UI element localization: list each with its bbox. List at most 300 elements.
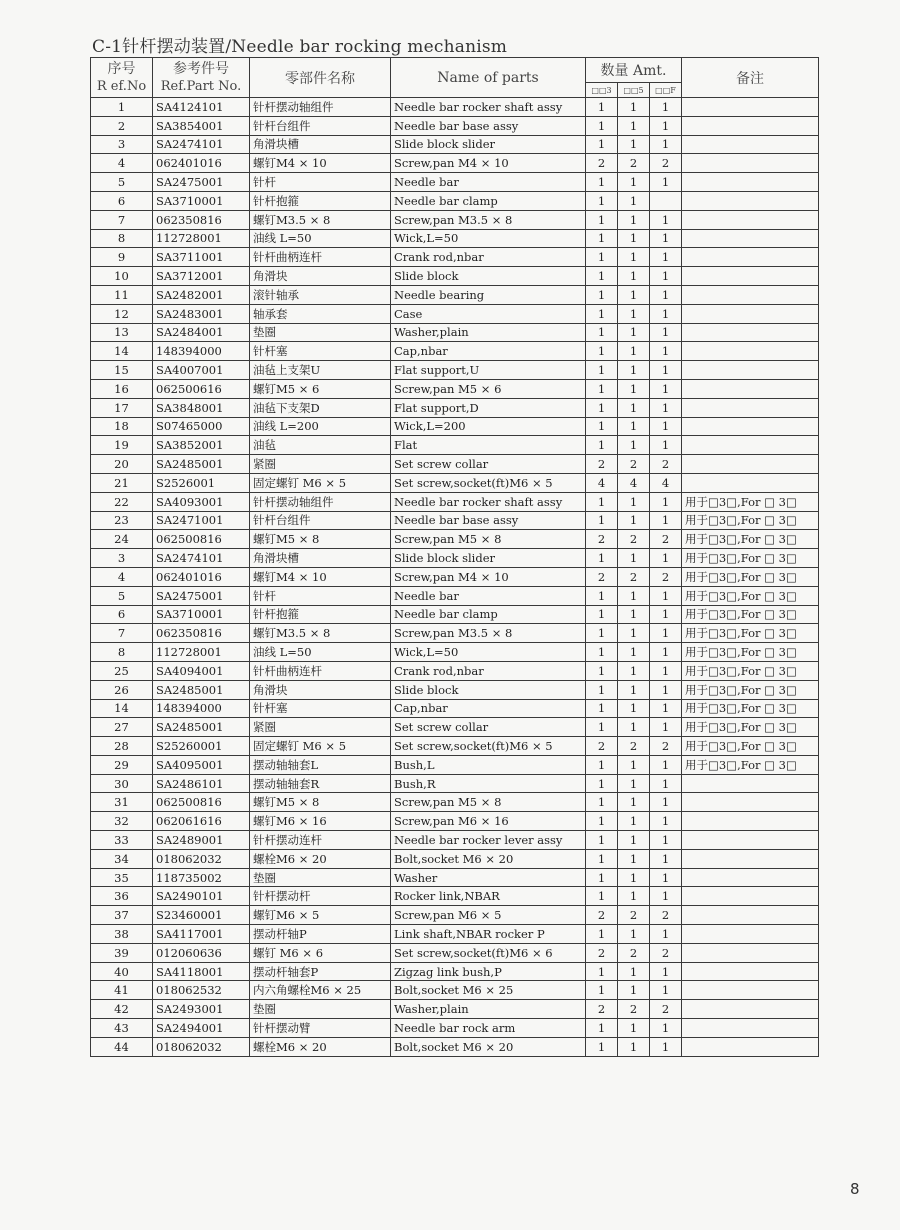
note-cell: 用于□3□,For □ 3□ — [682, 737, 819, 756]
name-cn-cell: 垫圈 — [250, 868, 391, 887]
amt-cell-2: 1 — [618, 605, 650, 624]
ref-cell: 22 — [91, 492, 153, 511]
name-cn-cell: 针杆塞 — [250, 699, 391, 718]
table-row — [91, 605, 819, 624]
amt-cell-1: 1 — [586, 812, 618, 831]
name-cn-cell: 针杆台组件 — [250, 116, 391, 135]
amt-cell-1: 2 — [586, 1000, 618, 1019]
part-no-cell: 062500616 — [153, 379, 250, 398]
name-cn-cell: 针杆摆动轴组件 — [250, 98, 391, 117]
note-cell: 用于□3□,For □ 3□ — [682, 661, 819, 680]
part-no-cell: SA4124101 — [153, 98, 250, 117]
table-row — [91, 473, 819, 492]
amt-cell-2: 1 — [618, 812, 650, 831]
amt-cell-1: 1 — [586, 793, 618, 812]
part-no-cell: 112728001 — [153, 229, 250, 248]
name-en-cell: Needle bar base assy — [391, 511, 586, 530]
ref-cell: 4 — [91, 154, 153, 173]
part-no-cell: S23460001 — [153, 906, 250, 925]
part-no-cell: SA4093001 — [153, 492, 250, 511]
note-cell — [682, 943, 819, 962]
header-ref-en: R ef.No — [96, 78, 147, 94]
ref-cell: 1 — [91, 98, 153, 117]
amt-cell-3: 1 — [650, 549, 682, 568]
table-row — [91, 925, 819, 944]
amt-cell-3: 1 — [650, 962, 682, 981]
table-row — [91, 417, 819, 436]
table-row — [91, 718, 819, 737]
ref-cell: 7 — [91, 624, 153, 643]
amt-cell-3: 1 — [650, 812, 682, 831]
ref-cell: 14 — [91, 342, 153, 361]
parts-table — [90, 57, 819, 1057]
amt-cell-1: 1 — [586, 379, 618, 398]
name-en-cell: Set screw collar — [391, 455, 586, 474]
note-cell — [682, 812, 819, 831]
amt-cell-3: 1 — [650, 323, 682, 342]
ref-cell: 37 — [91, 906, 153, 925]
note-cell: 用于□3□,For □ 3□ — [682, 511, 819, 530]
note-cell: 用于□3□,For □ 3□ — [682, 567, 819, 586]
ref-cell: 14 — [91, 699, 153, 718]
note-cell — [682, 210, 819, 229]
ref-cell: 24 — [91, 530, 153, 549]
part-no-cell: 148394000 — [153, 699, 250, 718]
amt-cell-3: 1 — [650, 379, 682, 398]
amt-cell-2: 2 — [618, 737, 650, 756]
ref-cell: 43 — [91, 1019, 153, 1038]
note-cell — [682, 248, 819, 267]
note-cell — [682, 849, 819, 868]
name-en-cell: Washer,plain — [391, 1000, 586, 1019]
amt-cell-1: 1 — [586, 210, 618, 229]
amt-cell-3: 2 — [650, 943, 682, 962]
table-row — [91, 210, 819, 229]
ref-cell: 21 — [91, 473, 153, 492]
table-row — [91, 455, 819, 474]
part-no-cell: S2526001 — [153, 473, 250, 492]
note-cell — [682, 361, 819, 380]
note-cell — [682, 887, 819, 906]
part-no-cell: SA4095001 — [153, 755, 250, 774]
name-cn-cell: 油毡 — [250, 436, 391, 455]
table-row — [91, 868, 819, 887]
ref-cell: 12 — [91, 304, 153, 323]
amt-cell-3: 2 — [650, 154, 682, 173]
amt-cell-3 — [650, 191, 682, 210]
amt-cell-2: 1 — [618, 492, 650, 511]
part-no-cell: 018062032 — [153, 1037, 250, 1056]
name-cn-cell: 针杆摆动臂 — [250, 1019, 391, 1038]
amt-cell-2: 1 — [618, 868, 650, 887]
name-en-cell: Washer,plain — [391, 323, 586, 342]
note-cell — [682, 342, 819, 361]
part-no-cell: SA2474101 — [153, 135, 250, 154]
amt-cell-3: 1 — [650, 680, 682, 699]
amt-cell-3: 1 — [650, 267, 682, 286]
amt-cell-3: 1 — [650, 492, 682, 511]
name-cn-cell: 紧圈 — [250, 455, 391, 474]
part-no-cell: SA3710001 — [153, 605, 250, 624]
name-en-cell: Set screw,socket(ft)M6 × 5 — [391, 473, 586, 492]
amt-cell-3: 2 — [650, 1000, 682, 1019]
ref-cell: 18 — [91, 417, 153, 436]
name-en-cell: Link shaft,NBAR rocker P — [391, 925, 586, 944]
ref-cell: 16 — [91, 379, 153, 398]
amt-cell-3: 1 — [650, 1019, 682, 1038]
note-cell — [682, 98, 819, 117]
amt-cell-1: 1 — [586, 868, 618, 887]
amt-cell-1: 1 — [586, 285, 618, 304]
name-cn-cell: 摆动杆轴P — [250, 925, 391, 944]
name-cn-cell: 螺栓M6 × 20 — [250, 1037, 391, 1056]
amt-cell-3: 1 — [650, 98, 682, 117]
amt-cell-2: 2 — [618, 943, 650, 962]
amt-cell-3: 1 — [650, 1037, 682, 1056]
part-no-cell: SA3712001 — [153, 267, 250, 286]
amt-cell-2: 1 — [618, 549, 650, 568]
header-amt-col-3: □□F — [650, 83, 682, 98]
header-amt-col-2: □□5 — [618, 83, 650, 98]
ref-cell: 4 — [91, 567, 153, 586]
amt-cell-1: 1 — [586, 229, 618, 248]
part-no-cell: 012060636 — [153, 943, 250, 962]
amt-cell-3: 1 — [650, 173, 682, 192]
note-cell: 用于□3□,For □ 3□ — [682, 680, 819, 699]
header-part-cn: 参考件号 — [173, 60, 229, 77]
amt-cell-1: 1 — [586, 398, 618, 417]
header-note: 备注 — [682, 58, 819, 98]
name-cn-cell: 针杆台组件 — [250, 511, 391, 530]
note-cell — [682, 473, 819, 492]
table-row — [91, 887, 819, 906]
part-no-cell: SA2485001 — [153, 718, 250, 737]
amt-cell-3: 1 — [650, 210, 682, 229]
name-cn-cell: 固定螺钉 M6 × 5 — [250, 737, 391, 756]
header-ref — [91, 58, 153, 98]
note-cell — [682, 398, 819, 417]
part-no-cell: SA2493001 — [153, 1000, 250, 1019]
amt-cell-1: 1 — [586, 361, 618, 380]
amt-cell-1: 1 — [586, 586, 618, 605]
amt-cell-1: 1 — [586, 98, 618, 117]
ref-cell: 15 — [91, 361, 153, 380]
note-cell — [682, 831, 819, 850]
amt-cell-1: 1 — [586, 699, 618, 718]
name-en-cell: Screw,pan M5 × 8 — [391, 530, 586, 549]
amt-cell-1: 2 — [586, 154, 618, 173]
note-cell — [682, 1037, 819, 1056]
ref-cell: 27 — [91, 718, 153, 737]
note-cell — [682, 173, 819, 192]
name-cn-cell: 固定螺钉 M6 × 5 — [250, 473, 391, 492]
ref-cell: 8 — [91, 229, 153, 248]
amt-cell-3: 1 — [650, 285, 682, 304]
amt-cell-2: 1 — [618, 116, 650, 135]
amt-cell-2: 1 — [618, 718, 650, 737]
name-en-cell: Case — [391, 304, 586, 323]
table-row — [91, 304, 819, 323]
part-no-cell: SA4007001 — [153, 361, 250, 380]
amt-cell-3: 2 — [650, 737, 682, 756]
header-ref-cn: 序号 — [107, 60, 136, 77]
part-no-cell: SA2483001 — [153, 304, 250, 323]
amt-cell-1: 1 — [586, 624, 618, 643]
table-row — [91, 943, 819, 962]
name-cn-cell: 针杆摆动连杆 — [250, 831, 391, 850]
ref-cell: 40 — [91, 962, 153, 981]
amt-cell-1: 1 — [586, 248, 618, 267]
ref-cell: 31 — [91, 793, 153, 812]
part-no-cell: SA4094001 — [153, 661, 250, 680]
part-no-cell: SA2485001 — [153, 680, 250, 699]
amt-cell-2: 1 — [618, 849, 650, 868]
table-row — [91, 812, 819, 831]
amt-cell-2: 1 — [618, 831, 650, 850]
note-cell — [682, 116, 819, 135]
table-row — [91, 173, 819, 192]
name-cn-cell: 角滑块槽 — [250, 135, 391, 154]
amt-cell-1: 1 — [586, 680, 618, 699]
amt-cell-2: 1 — [618, 191, 650, 210]
amt-cell-1: 1 — [586, 492, 618, 511]
name-en-cell: Screw,pan M5 × 8 — [391, 793, 586, 812]
note-cell — [682, 267, 819, 286]
name-cn-cell: 针杆 — [250, 586, 391, 605]
table-row — [91, 774, 819, 793]
part-no-cell: SA3710001 — [153, 191, 250, 210]
ref-cell: 25 — [91, 661, 153, 680]
amt-cell-3: 1 — [650, 849, 682, 868]
note-cell: 用于□3□,For □ 3□ — [682, 643, 819, 662]
name-en-cell: Wick,L=50 — [391, 229, 586, 248]
name-en-cell: Needle bar rocker shaft assy — [391, 492, 586, 511]
ref-cell: 44 — [91, 1037, 153, 1056]
note-cell — [682, 868, 819, 887]
amt-cell-1: 1 — [586, 774, 618, 793]
ref-cell: 8 — [91, 643, 153, 662]
amt-cell-1: 2 — [586, 906, 618, 925]
amt-cell-1: 1 — [586, 173, 618, 192]
name-en-cell: Flat — [391, 436, 586, 455]
amt-cell-2: 1 — [618, 173, 650, 192]
note-cell — [682, 906, 819, 925]
table-row — [91, 492, 819, 511]
ref-cell: 33 — [91, 831, 153, 850]
note-cell: 用于□3□,For □ 3□ — [682, 718, 819, 737]
name-cn-cell: 垫圈 — [250, 1000, 391, 1019]
note-cell — [682, 191, 819, 210]
name-cn-cell: 螺钉M4 × 10 — [250, 154, 391, 173]
table-row — [91, 398, 819, 417]
name-en-cell: Screw,pan M4 × 10 — [391, 567, 586, 586]
part-no-cell: SA3852001 — [153, 436, 250, 455]
table-row — [91, 530, 819, 549]
amt-cell-2: 1 — [618, 624, 650, 643]
table-row — [91, 624, 819, 643]
table-row — [91, 191, 819, 210]
note-cell: 用于□3□,For □ 3□ — [682, 492, 819, 511]
amt-cell-2: 1 — [618, 98, 650, 117]
amt-cell-2: 1 — [618, 267, 650, 286]
amt-cell-2: 1 — [618, 210, 650, 229]
amt-cell-3: 1 — [650, 793, 682, 812]
ref-cell: 32 — [91, 812, 153, 831]
name-cn-cell: 摆动轴轴套L — [250, 755, 391, 774]
amt-cell-3: 1 — [650, 774, 682, 793]
name-en-cell: Needle bar rock arm — [391, 1019, 586, 1038]
header-name-cn: 零部件名称 — [250, 58, 391, 98]
table-row — [91, 229, 819, 248]
name-en-cell: Zigzag link bush,P — [391, 962, 586, 981]
table-row — [91, 1019, 819, 1038]
table-row — [91, 831, 819, 850]
ref-cell: 23 — [91, 511, 153, 530]
ref-cell: 19 — [91, 436, 153, 455]
name-cn-cell: 针杆抱箍 — [250, 605, 391, 624]
amt-cell-1: 1 — [586, 831, 618, 850]
part-no-cell: SA2490101 — [153, 887, 250, 906]
amt-cell-3: 2 — [650, 906, 682, 925]
amt-cell-2: 1 — [618, 285, 650, 304]
ref-cell: 6 — [91, 191, 153, 210]
amt-cell-3: 1 — [650, 624, 682, 643]
table-row — [91, 1000, 819, 1019]
amt-cell-3: 1 — [650, 699, 682, 718]
amt-cell-2: 1 — [618, 793, 650, 812]
ref-cell: 39 — [91, 943, 153, 962]
name-cn-cell: 针杆曲柄连杆 — [250, 661, 391, 680]
note-cell — [682, 135, 819, 154]
name-en-cell: Set screw collar — [391, 718, 586, 737]
note-cell — [682, 455, 819, 474]
amt-cell-2: 2 — [618, 567, 650, 586]
amt-cell-1: 1 — [586, 1037, 618, 1056]
name-cn-cell: 针杆摆动轴组件 — [250, 492, 391, 511]
amt-cell-2: 1 — [618, 1037, 650, 1056]
name-cn-cell: 垫圈 — [250, 323, 391, 342]
part-no-cell: SA2475001 — [153, 586, 250, 605]
amt-cell-2: 1 — [618, 699, 650, 718]
amt-cell-1: 1 — [586, 549, 618, 568]
part-no-cell: SA2494001 — [153, 1019, 250, 1038]
table-row — [91, 981, 819, 1000]
ref-cell: 41 — [91, 981, 153, 1000]
part-no-cell: SA3711001 — [153, 248, 250, 267]
ref-cell: 10 — [91, 267, 153, 286]
name-cn-cell: 针杆塞 — [250, 342, 391, 361]
table-row — [91, 267, 819, 286]
amt-cell-1: 1 — [586, 342, 618, 361]
name-en-cell: Bolt,socket M6 × 20 — [391, 849, 586, 868]
amt-cell-3: 1 — [650, 831, 682, 850]
amt-cell-3: 1 — [650, 586, 682, 605]
note-cell: 用于□3□,For □ 3□ — [682, 586, 819, 605]
note-cell — [682, 436, 819, 455]
ref-cell: 13 — [91, 323, 153, 342]
name-cn-cell: 油毡上支架U — [250, 361, 391, 380]
name-cn-cell: 摆动杆轴套P — [250, 962, 391, 981]
name-en-cell: Screw,pan M4 × 10 — [391, 154, 586, 173]
name-en-cell: Washer — [391, 868, 586, 887]
amt-cell-1: 2 — [586, 455, 618, 474]
amt-cell-2: 1 — [618, 755, 650, 774]
name-en-cell: Screw,pan M3.5 × 8 — [391, 624, 586, 643]
note-cell: 用于□3□,For □ 3□ — [682, 755, 819, 774]
name-en-cell: Cap,nbar — [391, 699, 586, 718]
amt-cell-1: 2 — [586, 530, 618, 549]
name-cn-cell: 滚针轴承 — [250, 285, 391, 304]
name-cn-cell: 油毡下支架D — [250, 398, 391, 417]
amt-cell-2: 1 — [618, 304, 650, 323]
table-row — [91, 549, 819, 568]
part-no-cell: SA3848001 — [153, 398, 250, 417]
name-en-cell: Cap,nbar — [391, 342, 586, 361]
ref-cell: 2 — [91, 116, 153, 135]
note-cell — [682, 304, 819, 323]
note-cell: 用于□3□,For □ 3□ — [682, 699, 819, 718]
name-en-cell: Bolt,socket M6 × 20 — [391, 1037, 586, 1056]
note-cell — [682, 154, 819, 173]
amt-cell-1: 1 — [586, 925, 618, 944]
amt-cell-3: 2 — [650, 530, 682, 549]
ref-cell: 29 — [91, 755, 153, 774]
amt-cell-2: 1 — [618, 135, 650, 154]
amt-cell-1: 2 — [586, 737, 618, 756]
amt-cell-1: 1 — [586, 755, 618, 774]
table-row — [91, 906, 819, 925]
name-en-cell: Bush,R — [391, 774, 586, 793]
ref-cell: 30 — [91, 774, 153, 793]
table-row — [91, 285, 819, 304]
amt-cell-1: 2 — [586, 567, 618, 586]
name-cn-cell: 螺钉M3.5 × 8 — [250, 624, 391, 643]
ref-cell: 5 — [91, 586, 153, 605]
amt-cell-1: 1 — [586, 511, 618, 530]
table-row — [91, 586, 819, 605]
ref-cell: 11 — [91, 285, 153, 304]
part-no-cell: SA4118001 — [153, 962, 250, 981]
amt-cell-1: 1 — [586, 323, 618, 342]
ref-cell: 9 — [91, 248, 153, 267]
name-en-cell: Wick,L=200 — [391, 417, 586, 436]
amt-cell-3: 1 — [650, 981, 682, 1000]
part-no-cell: SA2482001 — [153, 285, 250, 304]
amt-cell-2: 2 — [618, 1000, 650, 1019]
amt-cell-3: 1 — [650, 925, 682, 944]
table-row — [91, 511, 819, 530]
name-en-cell: Flat support,D — [391, 398, 586, 417]
ref-cell: 28 — [91, 737, 153, 756]
note-cell — [682, 1000, 819, 1019]
amt-cell-1: 4 — [586, 473, 618, 492]
amt-cell-2: 1 — [618, 680, 650, 699]
amt-cell-3: 1 — [650, 643, 682, 662]
amt-cell-3: 1 — [650, 116, 682, 135]
amt-cell-1: 1 — [586, 1019, 618, 1038]
name-cn-cell: 紧圈 — [250, 718, 391, 737]
amt-cell-2: 1 — [618, 962, 650, 981]
amt-cell-2: 1 — [618, 229, 650, 248]
amt-cell-2: 1 — [618, 1019, 650, 1038]
table-row — [91, 98, 819, 117]
table-row — [91, 436, 819, 455]
name-cn-cell: 螺钉M5 × 6 — [250, 379, 391, 398]
name-en-cell: Crank rod,nbar — [391, 661, 586, 680]
name-en-cell: Set screw,socket(ft)M6 × 6 — [391, 943, 586, 962]
ref-cell: 38 — [91, 925, 153, 944]
amt-cell-3: 1 — [650, 661, 682, 680]
